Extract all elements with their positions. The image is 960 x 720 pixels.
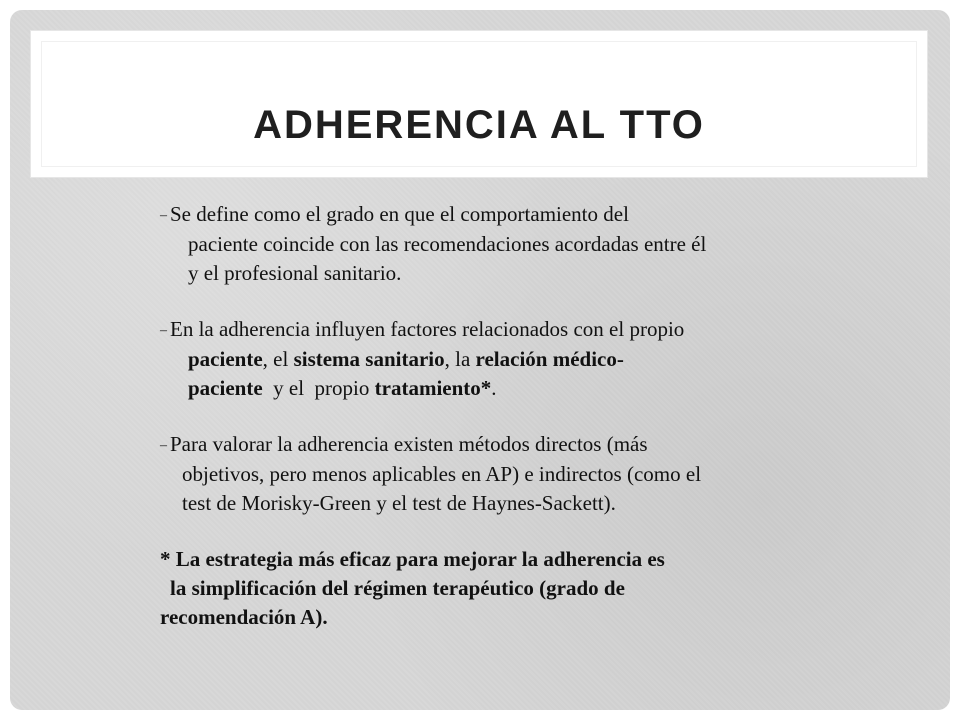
bold-term: paciente <box>188 347 263 371</box>
text-span: y el propio <box>262 376 375 400</box>
text-line: la simplificación del régimen terapéutico (grado de <box>170 576 625 600</box>
bold-term: tratamiento* <box>374 376 492 400</box>
slide <box>10 10 950 710</box>
paragraph-strategy-note <box>160 545 840 632</box>
text-span: . <box>491 376 497 400</box>
bold-term: relación médico- <box>475 347 624 371</box>
paragraph-methods <box>160 430 840 518</box>
bullet-dash: – <box>160 208 167 223</box>
text-line <box>160 200 840 230</box>
text-span: Se define como el grado en que el comportamiento del <box>170 202 629 226</box>
text-line: objetivos, pero menos aplicables en AP) e indirectos (como el <box>182 462 702 486</box>
slide-content <box>160 200 840 659</box>
text-line: * La estrategia más eficaz para mejorar la adherencia es <box>160 547 665 571</box>
text-line: recomendación A). <box>160 605 328 629</box>
text-line: paciente coincide con las recomendaciones acordadas entre él <box>188 232 707 256</box>
paragraph-factors <box>160 315 840 403</box>
slide-title: ADHERENCIA AL TTO <box>253 103 705 147</box>
text-line: y el profesional sanitario. <box>188 261 402 285</box>
text-span: , el <box>262 347 294 371</box>
text-span: En la adherencia influyen factores relacionados con el propio <box>170 317 685 341</box>
text-line <box>160 430 840 460</box>
bold-term: sistema sanitario <box>293 347 445 371</box>
text-line <box>160 374 840 403</box>
text-span: Para valorar la adherencia existen métodos directos (más <box>170 432 648 456</box>
bullet-dash: – <box>160 323 167 338</box>
bold-term: paciente <box>188 376 263 400</box>
paragraph-definition <box>160 200 840 288</box>
text-line: test de Morisky-Green y el test de Haynes-Sackett). <box>182 491 616 515</box>
title-box <box>30 30 928 178</box>
text-line <box>160 315 840 345</box>
text-line <box>160 345 840 374</box>
bullet-dash: – <box>160 438 167 453</box>
text-span: , la <box>444 347 476 371</box>
